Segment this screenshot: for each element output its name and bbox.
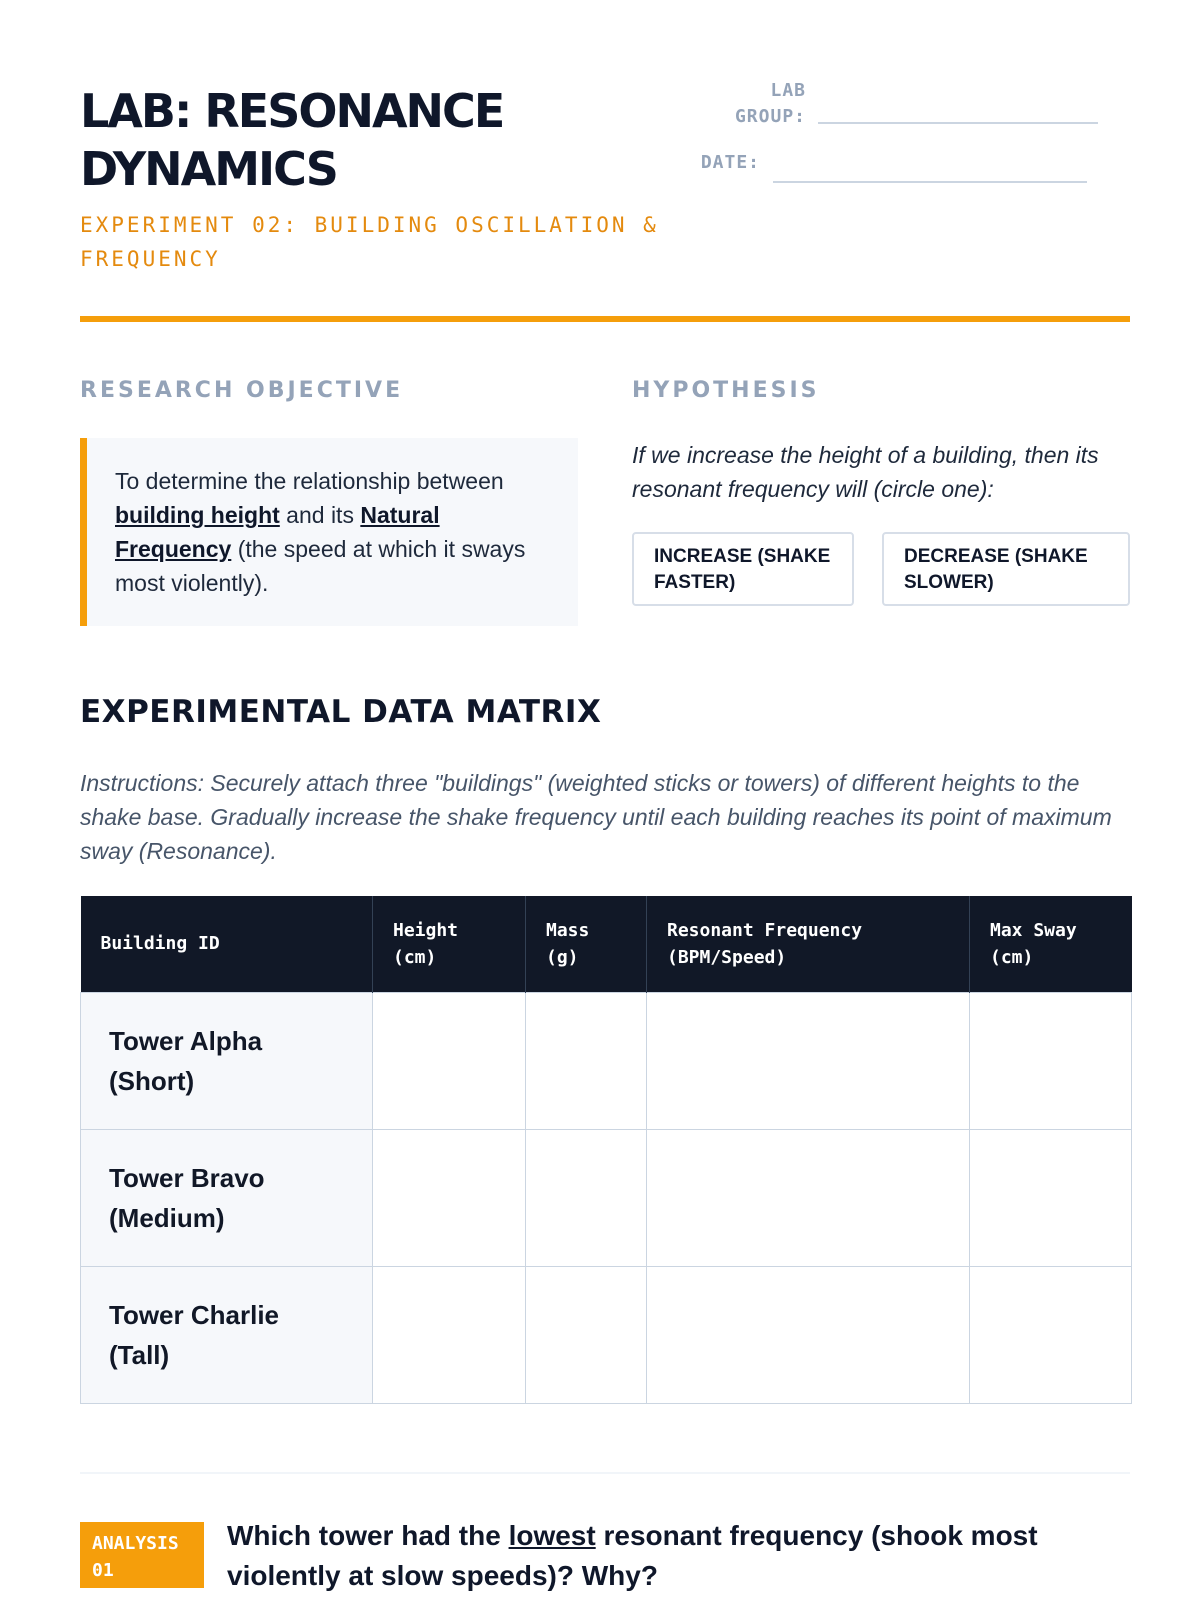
hypothesis-text: If we increase the height of a building, then its resonant frequency will (circle one): (632, 442, 1099, 502)
col-mass: Mass (g) (526, 896, 647, 992)
mass-cell[interactable] (526, 1266, 647, 1403)
question-emphasis: lowest (508, 1520, 596, 1551)
page-title: LAB: RESONANCE DYNAMICS (80, 84, 504, 196)
date-label: DATE: (700, 152, 760, 173)
table-row (81, 1266, 1132, 1403)
choice-increase[interactable]: INCREASE (SHAKE FASTER) (632, 532, 854, 606)
sway-cell[interactable] (970, 1266, 1132, 1403)
objective-term-height: building height (115, 502, 280, 528)
matrix-title: EXPERIMENTAL DATA MATRIX (80, 694, 602, 730)
table-header-row (81, 896, 1132, 992)
row-label: Tower Charlie (Tall) (81, 1266, 373, 1403)
col-height: Height (cm) (373, 896, 526, 992)
data-matrix-table (80, 896, 1132, 1404)
lab-group-label: LAB GROUP: (734, 80, 806, 127)
objective-text-start: To determine the relationship between (115, 468, 504, 494)
col-building-id: Building ID (81, 896, 373, 992)
matrix-instructions: Instructions: Securely attach three "buildings" (weighted sticks or towers) of different heights to the shake base. Gradually increase the shake frequency until each building reaches its point of maximum sway (Resonance). (80, 770, 1112, 864)
objective-heading: RESEARCH OBJECTIVE (80, 378, 404, 403)
objective-term-frequency: Natural Frequency (115, 502, 440, 562)
row-label: Tower Bravo (Medium) (81, 1129, 373, 1266)
analysis-question (227, 1516, 1127, 1596)
objective-box (80, 438, 578, 626)
sway-cell[interactable] (970, 1129, 1132, 1266)
date-field[interactable] (773, 181, 1087, 183)
header-divider (80, 316, 1130, 322)
col-max-sway: Max Sway (cm) (970, 896, 1132, 992)
choice-decrease[interactable]: DECREASE (SHAKE SLOWER) (882, 532, 1130, 606)
objective-text-middle: and its (279, 502, 361, 528)
objective-text-end: (the speed at which it sways most violently). (115, 536, 526, 596)
worksheet-page (80, 0, 1130, 1600)
table-row (81, 992, 1132, 1129)
height-cell[interactable] (373, 992, 526, 1129)
height-cell[interactable] (373, 1129, 526, 1266)
experiment-subtitle: EXPERIMENT 02: BUILDING OSCILLATION & FREQUENCY (80, 213, 659, 271)
mass-cell[interactable] (526, 1129, 647, 1266)
sway-cell[interactable] (970, 992, 1132, 1129)
lab-group-field[interactable] (818, 122, 1098, 124)
hypothesis-heading: HYPOTHESIS (632, 378, 820, 403)
frequency-cell[interactable] (647, 1266, 970, 1403)
question-text-end: resonant frequency (shook most violently at slow speeds)? Why? (227, 1520, 1038, 1591)
frequency-cell[interactable] (647, 992, 970, 1129)
frequency-cell[interactable] (647, 1129, 970, 1266)
table-row (81, 1129, 1132, 1266)
section-divider (80, 1472, 1130, 1474)
mass-cell[interactable] (526, 992, 647, 1129)
col-resonant-frequency: Resonant Frequency (BPM/Speed) (647, 896, 970, 992)
analysis-badge: ANALYSIS 01 (80, 1522, 204, 1588)
row-label: Tower Alpha (Short) (81, 992, 373, 1129)
height-cell[interactable] (373, 1266, 526, 1403)
question-text-start: Which tower had the (227, 1520, 509, 1551)
